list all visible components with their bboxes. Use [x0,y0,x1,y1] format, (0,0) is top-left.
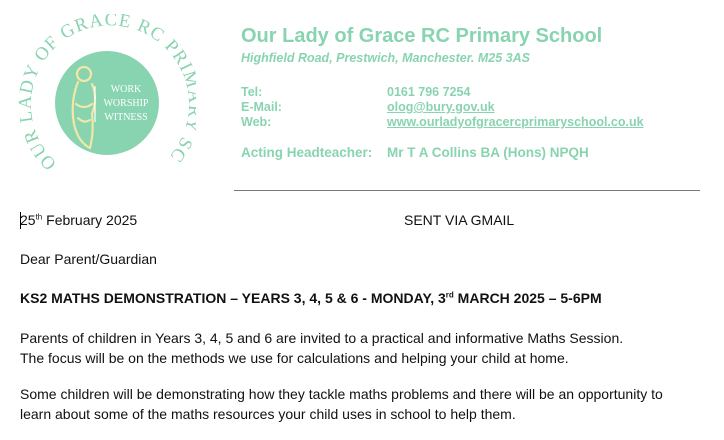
website-link[interactable]: www.ourladyofgracercprimaryschool.co.uk [387,115,644,129]
school-logo [18,14,196,192]
letter-subject [20,290,602,306]
email-link[interactable]: olog@bury.gov.uk [387,100,495,114]
web-label: Web: [241,115,272,129]
subject-sup: rd [445,290,454,300]
date-rest: February 2025 [42,212,138,228]
tel-label: Tel: [241,85,263,99]
paragraph-line: The focus will be on the methods we use for calculations and helping your child at home. [20,350,569,366]
headteacher-label: Acting Headteacher: [241,145,373,160]
paragraph-invitation [20,328,623,368]
salutation: Dear Parent/Guardian [20,251,157,267]
logo-motto-worship: WORSHIP [103,98,149,109]
logo-ring-text: OUR L DY OF GRACE RC PRI SC [18,14,196,174]
letter-date [20,212,137,228]
school-crest-icon [18,14,196,192]
paragraph-line: Some children will be demonstrating how they tackle maths problems and there will be an opportunity to [20,386,663,402]
date-suffix: th [35,212,43,222]
tel-value: 0161 796 7254 [387,85,471,99]
email-label: E-Mail: [241,100,282,114]
sent-via-note: SENT VIA GMAIL [404,212,515,228]
paragraph-line: learn about some of the maths resources your child uses in school to help them. [20,406,516,422]
logo-motto-witness: WITNESS [104,112,148,123]
subject-part2: MARCH 2025 – 5-6PM [453,290,602,306]
paragraph-line: Parents of children in Years 3, 4, 5 and 6 are invited to a practical and informative Maths Session. [20,330,624,346]
subject-part1: KS2 MATHS DEMONSTRATION – YEARS 3, 4, 5 & 6 - MONDAY, 3 [20,290,446,306]
header-divider [234,190,700,191]
school-name: Our Lady of Grace RC Primary School [241,25,603,47]
date-day: 25 [20,212,36,228]
paragraph-demonstration [20,384,663,424]
logo-motto-work: WORK [110,84,142,95]
school-address: Highfield Road, Prestwich, Manchester. M25 3AS [241,51,530,65]
headteacher-name: Mr T A Collins BA (Hons) NPQH [387,145,589,160]
